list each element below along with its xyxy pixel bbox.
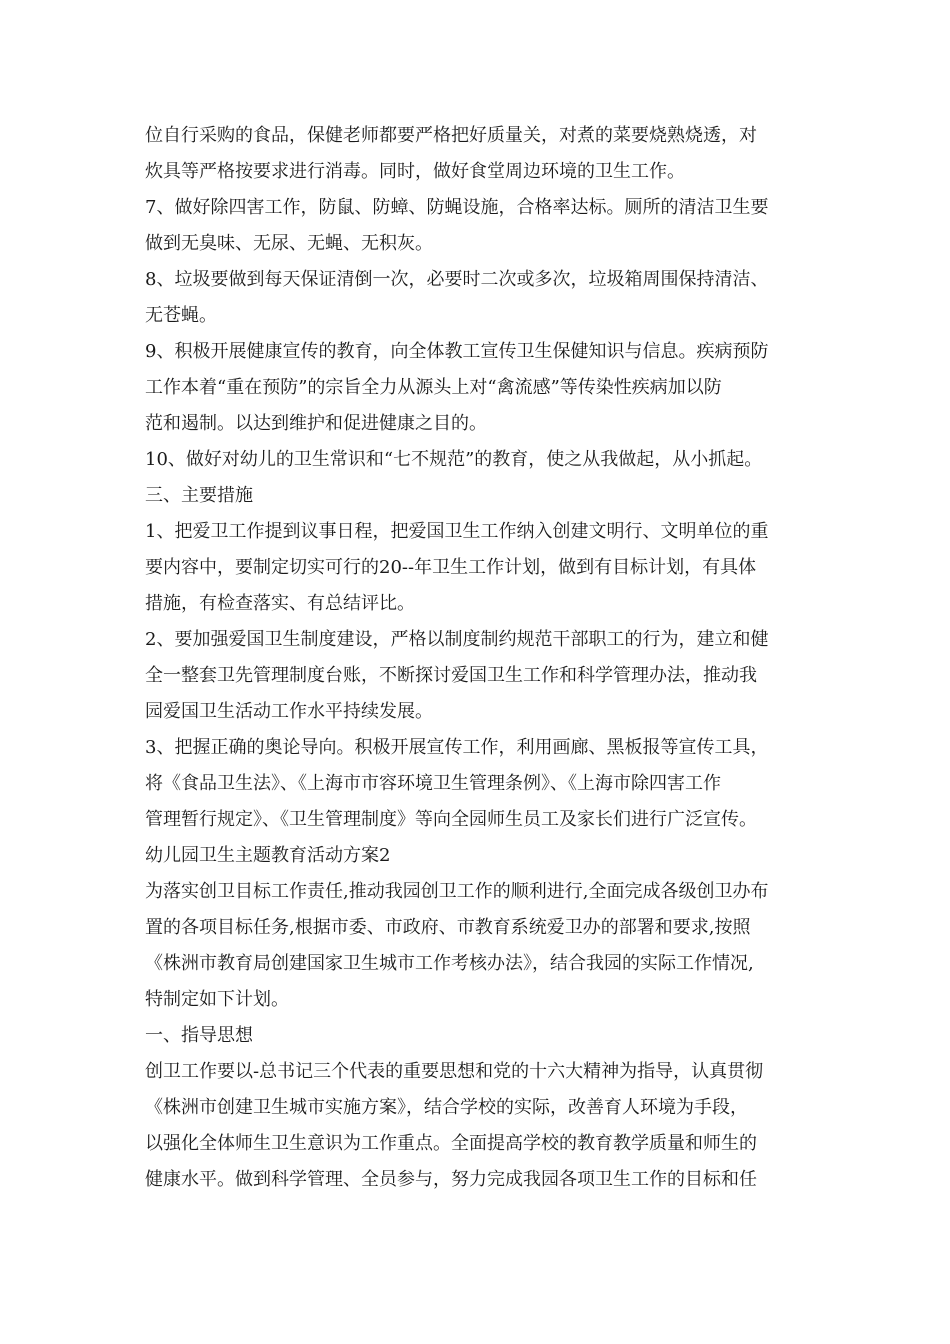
text-line: 《株洲市创建卫生城市实施方案》，结合学校的实际，改善育人环境为手段， bbox=[145, 1097, 748, 1118]
text-line: 全一整套卫先管理制度台账，不断探讨爱国卫生工作和科学管理办法，推动我 bbox=[145, 665, 757, 686]
text-line: 工作本着“重在预防”的宗旨全力从源头上对“禽流感”等传染性疾病加以防 bbox=[145, 377, 722, 398]
text-line: 7、做好除四害工作，防鼠、防蟑、防蝇设施，合格率达标。厕所的清洁卫生要 bbox=[145, 197, 769, 218]
text-line: 9、积极开展健康宣传的教育，向全体教工宣传卫生保健知识与信息。疾病预防 bbox=[145, 341, 769, 362]
text-line: 做到无臭味、无尿、无蝇、无积灰。 bbox=[145, 233, 433, 254]
text-line: 1、把爱卫工作提到议事日程，把爱国卫生工作纳入创建文明行、文明单位的重 bbox=[145, 521, 769, 542]
text-line: 将《食品卫生法》、《上海市市容环境卫生管理条例》、《上海市除四害工作 bbox=[145, 773, 721, 794]
text-line: 以强化全体师生卫生意识为工作重点。全面提高学校的教育教学质量和师生的 bbox=[145, 1133, 757, 1154]
text-line: 置的各项目标任务,根据市委、市政府、市教育系统爱卫办的部署和要求,按照 bbox=[145, 917, 751, 938]
text-line: 健康水平。做到科学管理、全员参与，努力完成我园各项卫生工作的目标和任 bbox=[145, 1169, 757, 1190]
text-line: 位自行采购的食品，保健老师都要严格把好质量关，对煮的菜要烧熟烧透，对 bbox=[145, 125, 757, 146]
text-line: 无苍蝇。 bbox=[145, 305, 217, 326]
section-heading: 三、主要措施 bbox=[145, 485, 253, 506]
text-line: 10、做好对幼儿的卫生常识和“七不规范”的教育，使之从我做起，从小抓起。 bbox=[145, 449, 763, 470]
text-line: 3、把握正确的奥论导向。积极开展宣传工作，利用画廊、黑板报等宣传工具， bbox=[145, 737, 769, 758]
section-heading: 一、指导思想 bbox=[145, 1025, 253, 1046]
text-line: 措施，有检查落实、有总结评比。 bbox=[145, 593, 415, 614]
text-line: 创卫工作要以-总书记三个代表的重要思想和党的十六大精神为指导，认真贯彻 bbox=[145, 1061, 764, 1082]
text-line: 范和遏制。以达到维护和促进健康之目的。 bbox=[145, 413, 487, 434]
text-line: 8、垃圾要做到每天保证清倒一次，必要时二次或多次，垃圾箱周围保持清洁、 bbox=[145, 269, 769, 290]
text-line: 《株洲市教育局创建国家卫生城市工作考核办法》，结合我园的实际工作情况, bbox=[145, 953, 754, 974]
text-line: 2、要加强爱国卫生制度建设，严格以制度制约规范干部职工的行为，建立和健 bbox=[145, 629, 769, 650]
text-line: 特制定如下计划。 bbox=[145, 989, 289, 1010]
text-line: 为落实创卫目标工作责任,推动我园创卫工作的顺利进行,全面完成各级创卫办布 bbox=[145, 881, 769, 902]
document-body bbox=[145, 118, 811, 1198]
text-line: 要内容中，要制定切实可行的20--年卫生工作计划，做到有目标计划，有具体 bbox=[145, 557, 757, 578]
text-line: 炊具等严格按要求进行消毒。同时，做好食堂周边环境的卫生工作。 bbox=[145, 161, 685, 182]
text-line: 园爱国卫生活动工作水平持续发展。 bbox=[145, 701, 433, 722]
plan-title: 幼儿园卫生主题教育活动方案2 bbox=[145, 845, 391, 866]
text-line: 管理暂行规定》、《卫生管理制度》等向全园师生员工及家长们进行广泛宣传。 bbox=[145, 809, 757, 830]
